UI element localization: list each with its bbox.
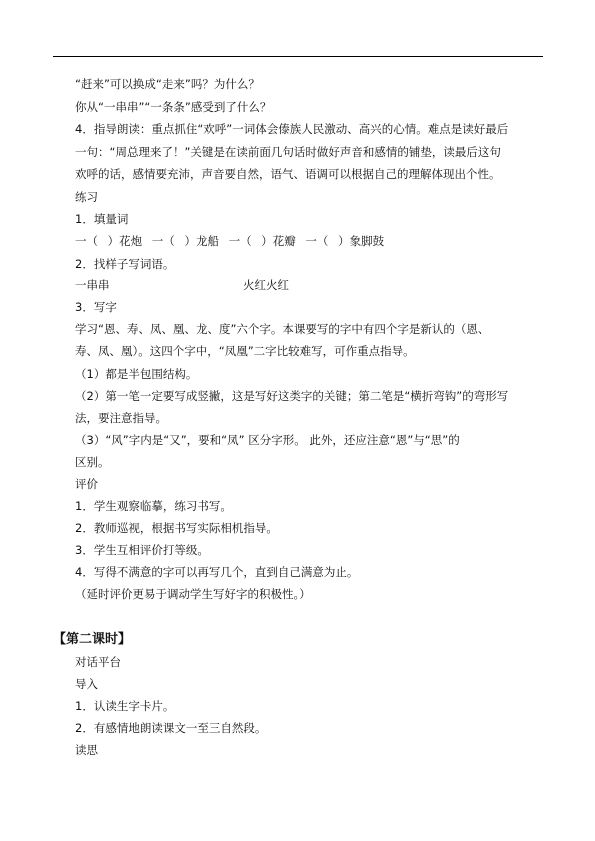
note-line: （延时评价更易于调动学生写好字的积极性。） bbox=[75, 587, 311, 601]
paragraph-line: 寿、凤、凰）。这四个字中，“凤凰”二字比较难写，可作重点指导。 bbox=[75, 344, 415, 358]
subheading: 导入 bbox=[75, 677, 98, 691]
subheading: 练习 bbox=[75, 190, 98, 204]
word-example: 一串串 bbox=[75, 278, 110, 292]
header-rule bbox=[53, 56, 543, 57]
question-line: 你从“一串串”“一条条”感受到了什么？ bbox=[75, 100, 272, 114]
list-item: 1．填量词 bbox=[75, 212, 129, 226]
subheading: 对话平台 bbox=[75, 655, 121, 669]
paragraph-line: （3）“风”字内是“又”，要和“凤” 区分字形。 此外，还应注意“恩”与“思”的 bbox=[75, 433, 460, 447]
list-item: 2．找样子写词语。 bbox=[75, 257, 175, 271]
paragraph-line: 一句：“周总理来了！”关键是在读前面几句话时做好声音和感情的铺垫，读最后这句 bbox=[75, 145, 501, 159]
list-item: （1）都是半包围结构。 bbox=[75, 367, 198, 381]
list-item: 2．有感情地朗读课文一至三自然段。 bbox=[75, 721, 267, 735]
paragraph-line: 法，要注意指导。 bbox=[75, 411, 167, 425]
paragraph-line: 4．指导朗读：重点抓住“欢呼”一词体会傣族人民激动、高兴的心情。难点是读好最后 bbox=[75, 122, 509, 136]
section-title: 【第二课时】 bbox=[53, 632, 132, 647]
paragraph-line: 欢呼的话，感情要充沛，声音要自然，语气、语调可以根据自己的理解体现出个性。 bbox=[75, 167, 501, 181]
list-item: 2．教师巡视，根据书写实际相机指导。 bbox=[75, 521, 278, 535]
fill-blank-line: 一（ ）花炮 一（ ）龙船 一（ ）花瓣 一（ ）象脚鼓 bbox=[75, 234, 385, 248]
paragraph-line: 学习“恩、寿、凤、凰、龙、度”六个字。本课要写的字中有四个字是新认的（恩、 bbox=[75, 322, 490, 336]
subheading: 评价 bbox=[75, 477, 98, 491]
question-line: “赶来”可以换成“走来”吗？为什么？ bbox=[75, 77, 260, 91]
list-item: 1．认读生字卡片。 bbox=[75, 699, 175, 713]
list-item: 3．学生互相评价打等级。 bbox=[75, 543, 209, 557]
list-item: 1．学生观察临摹，练习书写。 bbox=[75, 499, 232, 513]
word-example: 火红火红 bbox=[243, 278, 289, 292]
paragraph-line: 区别。 bbox=[75, 455, 110, 469]
subheading: 读思 bbox=[75, 743, 98, 757]
list-item: 4．写得不满意的字可以再写几个，直到自己满意为止。 bbox=[75, 565, 359, 579]
list-item: 3．写字 bbox=[75, 300, 117, 314]
paragraph-line: （2）第一笔一定要写成竖撇，这是写好这类字的关键；第二笔是“横折弯钩”的弯形写 bbox=[75, 389, 509, 403]
